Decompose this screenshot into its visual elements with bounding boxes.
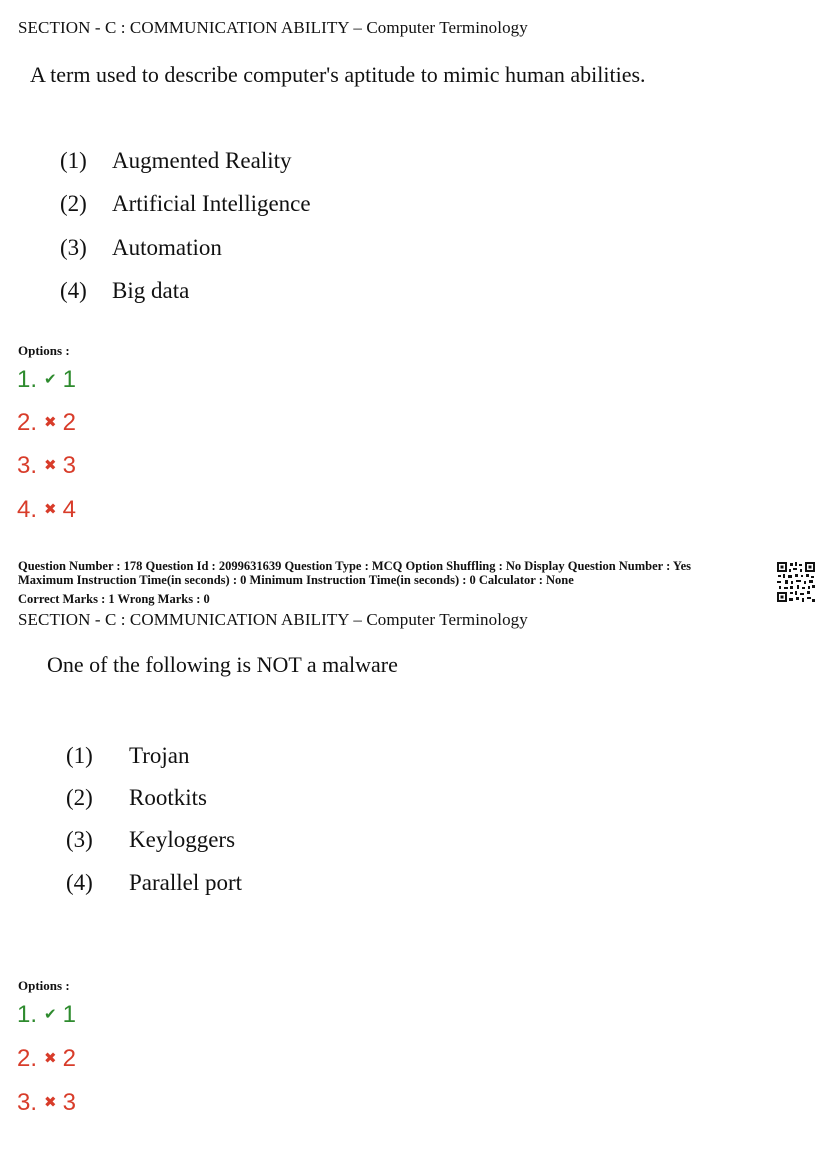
marks-line: Correct Marks : 1 Wrong Marks : 0 [18, 592, 210, 606]
choice-item [66, 743, 466, 773]
cross-icon: ✖ [44, 457, 57, 474]
choice-text: Artificial Intelligence [112, 191, 311, 216]
question-meta-line: Maximum Instruction Time(in seconds) : 0 Minimum Instruction Time(in seconds) : 0 Calculator : None [18, 573, 574, 587]
choice-item [60, 191, 460, 221]
choice-number: (2) [66, 785, 93, 810]
choice-item [66, 785, 466, 815]
cross-icon: ✖ [44, 414, 57, 431]
answer-index: 1. [17, 366, 38, 393]
cross-icon: ✖ [44, 1094, 57, 1111]
qr-code [776, 561, 816, 603]
choice-text: Trojan [129, 743, 190, 768]
answer-index: 2. [17, 1045, 38, 1072]
answer-value: 2 [62, 409, 76, 436]
section-header: SECTION - C : COMMUNICATION ABILITY – Computer Terminology [18, 610, 528, 629]
choice-item [60, 148, 460, 178]
answer-value: 1 [62, 366, 76, 393]
choice-text: Parallel port [129, 870, 243, 895]
answer-option [17, 452, 76, 480]
answer-option [17, 496, 76, 524]
choice-text: Keyloggers [129, 827, 236, 852]
choice-item [60, 278, 460, 308]
choice-number: (3) [66, 827, 93, 852]
choice-number: (1) [66, 743, 93, 768]
choice-text: Rootkits [129, 785, 207, 810]
answer-value: 4 [62, 496, 76, 523]
check-icon: ✔ [44, 371, 57, 388]
choice-item [60, 235, 460, 265]
answer-value: 3 [62, 452, 76, 479]
answer-index: 4. [17, 496, 38, 523]
answer-option [17, 1089, 76, 1117]
choice-text: Big data [112, 278, 190, 303]
choice-text: Automation [112, 235, 222, 260]
choice-number: (1) [60, 148, 87, 173]
options-label: Options : [18, 343, 70, 358]
question-meta-line: Question Number : 178 Question Id : 2099631639 Question Type : MCQ Option Shuffling : No Display Question Number : Yes [18, 559, 691, 573]
question-text: One of the following is NOT a malware [47, 652, 398, 677]
answer-index: 3. [17, 452, 38, 479]
check-icon: ✔ [44, 1006, 57, 1023]
choice-number: (3) [60, 235, 87, 260]
cross-icon: ✖ [44, 1050, 57, 1067]
answer-index: 3. [17, 1089, 38, 1116]
section-header: SECTION - C : COMMUNICATION ABILITY – Computer Terminology [18, 18, 528, 37]
answer-option-correct [17, 366, 76, 394]
answer-value: 2 [62, 1045, 76, 1072]
choice-number: (2) [60, 191, 87, 216]
question-text: A term used to describe computer's aptitude to mimic human abilities. [30, 62, 646, 87]
choice-item [66, 827, 466, 857]
answer-index: 1. [17, 1001, 38, 1028]
answer-option [17, 1045, 76, 1073]
choice-text: Augmented Reality [112, 148, 292, 173]
answer-index: 2. [17, 409, 38, 436]
choice-item [66, 870, 466, 900]
choice-number: (4) [66, 870, 93, 895]
choice-number: (4) [60, 278, 87, 303]
answer-option [17, 409, 76, 437]
answer-value: 3 [62, 1089, 76, 1116]
answer-option-correct [17, 1001, 76, 1029]
cross-icon: ✖ [44, 501, 57, 518]
answer-value: 1 [62, 1001, 76, 1028]
options-label: Options : [18, 978, 70, 993]
